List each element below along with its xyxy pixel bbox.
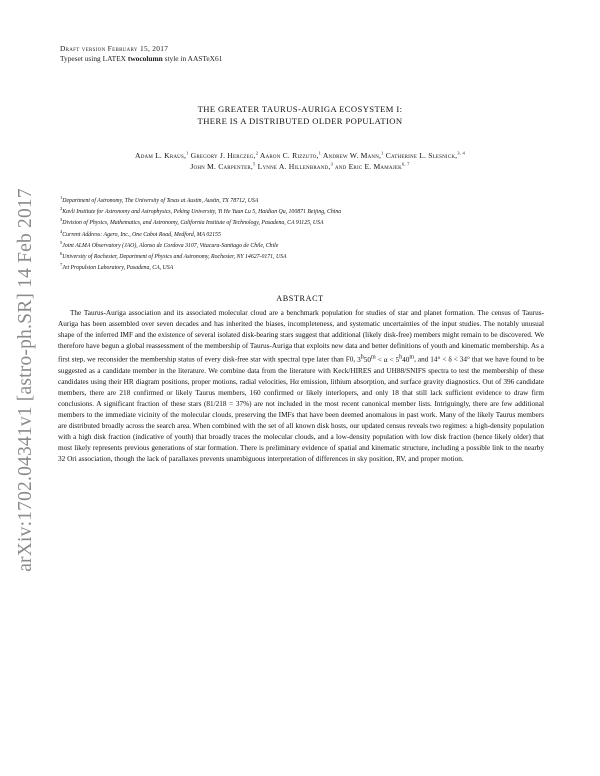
affiliation-item bbox=[60, 207, 550, 218]
ra-lo-minutes: 50 bbox=[363, 355, 372, 364]
author: Adam L. Kraus, bbox=[135, 151, 187, 160]
author: Aaron C. Rizzuto, bbox=[259, 151, 319, 160]
affiliation-sup: 6 bbox=[60, 251, 63, 257]
affiliation-text: Jet Propulsion Laboratory, Pasadena, CA, USA bbox=[62, 265, 174, 272]
typeset-prefix: Typeset using bbox=[60, 54, 103, 63]
typeset-suffix: style in AASTeX61 bbox=[162, 54, 223, 63]
arxiv-stamp bbox=[8, 170, 44, 590]
ra-hi-minutes: 40 bbox=[402, 355, 410, 364]
author: Catherine L. Slesnick, bbox=[385, 151, 458, 160]
author-sup: 3 bbox=[330, 161, 333, 167]
affiliation-sup: 3 bbox=[60, 217, 63, 223]
affiliation-item bbox=[60, 230, 550, 241]
affiliation-sup: 7 bbox=[60, 262, 63, 268]
affiliation-list bbox=[60, 196, 550, 274]
draft-version: Draft version February 15, 2017 bbox=[60, 44, 169, 53]
abstract-part-2: that we have found to be suggested as a candidate member in the literature. We combine data from the literature with Keck/HIRES and UH88/SNIFS spectra to test the membership of these candidates using their HR diagram positions, proper motions, radial velocities, Hα emission, lithium absorption, and surface gravity diagnostics. Out of 396 candidate members, there are 218 confirmed or likely Taurus members, 160 confirmed or likely interlopers, and only 18 that still lack sufficient evidence to draw firm conclusions. A significant fraction of these stars bbox=[58, 355, 544, 408]
author-line-2 bbox=[60, 161, 540, 172]
affiliation-text: Joint ALMA Observatory (JAO), Alonso de Cordova 3107, Vitacura-Santiago de Chile, Chile bbox=[62, 242, 279, 249]
author: Andrew W. Mann, bbox=[322, 151, 382, 160]
affiliation-text: Current Address: Agero, Inc., One Cabot Road, Medford, MA 02155 bbox=[62, 231, 221, 238]
author: and Eric E. Mamajek bbox=[335, 162, 402, 171]
author-sup: 6, 7 bbox=[401, 161, 410, 167]
arxiv-id-text: arXiv:1702.04341v1 [astro-ph.SR] 14 Feb 2017 bbox=[15, 188, 37, 572]
author-sup: 1 bbox=[381, 150, 384, 156]
author: Gregory J. Herczeg, bbox=[190, 151, 256, 160]
abstract-part-1: The Taurus-Auriga association and its associated molecular cloud are a benchmark population for studies of star and planet formation. The census of Taurus-Auriga has been assembled over seven decades and has inherited the biases, incompleteness, and systematic uncertainties of the input studies. The notably unusual shape of the inferred IMF and the existence of several isolated disk-bearing stars suggest that additional (likely disk-free) members might remain to be discovered. We therefore have begun a global reassessment of the membership of Taurus-Auriga that exploits new data and better definitions of youth and kinematic membership. As a first step, we reconsider the membership status of every disk-free star with spectral type later than F0, bbox=[58, 309, 544, 364]
title-line-2: THERE IS A DISTRIBUTED OLDER POPULATION bbox=[197, 115, 403, 126]
affiliation-item bbox=[60, 252, 550, 263]
affiliation-sup: 4 bbox=[60, 228, 63, 234]
author: John M. Carpenter, bbox=[190, 162, 254, 171]
affiliation-item bbox=[60, 263, 550, 274]
affiliation-item bbox=[60, 218, 550, 229]
author-sup: 5 bbox=[253, 161, 256, 167]
affiliation-sup: 5 bbox=[60, 239, 63, 245]
author: Lynne A. Hillenbrand, bbox=[257, 162, 331, 171]
affiliation-text: Division of Physics, Mathematics, and Astronomy, California Institute of Technology, Pasadena, CA 91125, USA bbox=[62, 220, 324, 227]
abstract-part-3: are not included in the most recent canonical member lists. Intriguingly, there are few additional members to the immediate vicinity of the molecular clouds, preserving the IMFs that have been deemed anomalous in past work. Many of the likely Taurus members are distributed broadly across the search area. When combined with the set of all known disk hosts, our updated census reveals two regimes: a high-density population with a high disk fraction (indicative of youth) that broadly traces the molecular clouds, and a low-density population with low disk fraction (hence likely older) that most likely represents previous generations of star formation. There is preliminary evidence of spatial and kinematic structure, including a possible link to the nearby 32 Ori association, though the lack of parallaxes prevents unambiguous interpretation of differences in sky position, RV, and proper motion. bbox=[58, 399, 544, 464]
draft-header bbox=[60, 44, 222, 64]
author-list bbox=[60, 150, 540, 172]
typeset-style: twocolumn bbox=[127, 54, 163, 63]
author-sup: 1 bbox=[318, 150, 322, 156]
dec-range: , and 14° < δ < 34° bbox=[414, 355, 470, 364]
author-sup: 3, 4 bbox=[457, 150, 465, 156]
paper-title bbox=[60, 104, 540, 127]
affiliation-item bbox=[60, 196, 550, 207]
affiliation-text: Kavli Institute for Astronomy and Astrophysics, Peking University, Yi He Yuan Lu 5, Haidian Qu, 100871 Beijing, China bbox=[62, 209, 342, 216]
ra-lo-hours: 3 bbox=[357, 355, 361, 364]
latex-logo: LATEX bbox=[102, 54, 126, 63]
affiliation-item bbox=[60, 241, 550, 252]
title-line-1: THE GREATER TAURUS-AURIGA ECOSYSTEM I: bbox=[197, 104, 403, 114]
typeset-note bbox=[60, 54, 222, 64]
author-sup: 2 bbox=[255, 150, 259, 156]
abstract-heading: ABSTRACT bbox=[276, 294, 324, 303]
affiliation-text: Department of Astronomy, The University of Texas at Austin, Austin, TX 78712, USA bbox=[62, 198, 259, 204]
affiliation-sup: 2 bbox=[60, 206, 63, 212]
author-line-1 bbox=[60, 150, 540, 161]
affiliation-sup: 1 bbox=[60, 195, 63, 201]
affiliation-text: University of Rochester, Department of Physics and Astronomy, Rochester, NY 14627-0171, USA bbox=[62, 254, 287, 261]
author-sup: 1 bbox=[186, 150, 189, 156]
abstract-body bbox=[58, 308, 544, 465]
ra-hi-hours: 5 bbox=[395, 355, 400, 364]
member-fraction: (81/218 = 37%) bbox=[204, 399, 252, 408]
ra-range: $3^h50^m < \alpha < 5^h40^m$ bbox=[357, 354, 415, 364]
